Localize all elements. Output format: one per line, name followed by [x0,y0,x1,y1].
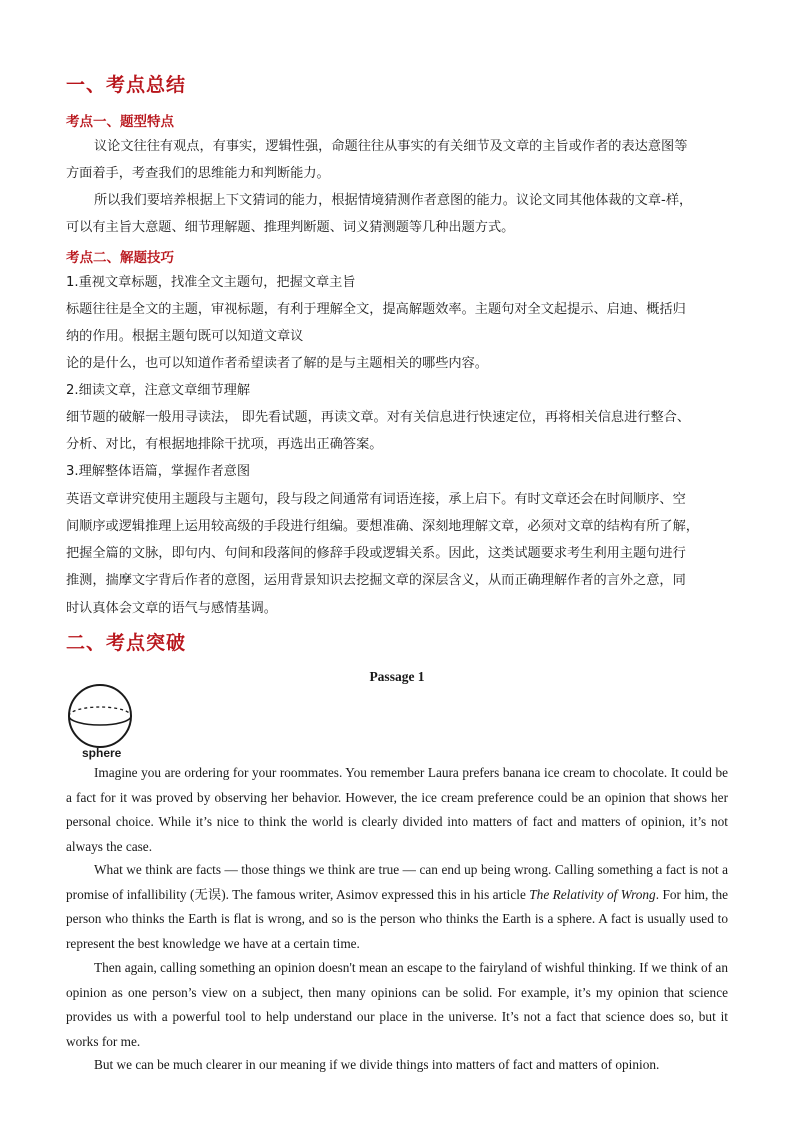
paragraph-2-text-a: What we think are facts — those things we think are true — can end up being wrong. Calling something a fact is not a promise of infallibility (无误). The famous writer, Asimov expressed this in his article [66,862,728,902]
sphere-label: sphere [82,746,122,760]
passage-title: Passage 1 [369,669,425,684]
point-2-line-5: 2.细读文章，注意文章细节理解 [66,383,251,398]
point-2-line-12: 推测，揣摩文字背后作者的意图，运用背景知识去挖掘文章的深层含义，从而正确理解作者的言外之意，同 [66,573,686,588]
point-2-line-3: 纳的作用。根据主题句既可以知道文章议 [66,329,304,344]
point-1-line-4: 可以有主旨大意题、细节理解题、推理判断题、词义猜测题等几种出题方式。 [66,220,515,235]
point-2-line-4: 论的是什么，也可以知道作者希望读者了解的是与主题相关的哪些内容。 [66,356,488,371]
point-2-line-7: 分析、对比，有根据地排除干扰项，再选出正确答案。 [66,437,383,452]
point-2-line-13: 时认真体会文章的语气与感情基调。 [66,601,277,616]
passage-paragraph-1: Imagine you are ordering for your roommates. You remember Laura prefers banana ice cream to chocolate. It could be a fact for it was proved by observing her behavior. However, the ice cream preference could be an opinion that shows her personal choice. While it’s nice to think the world is clearly divided into matters of fact and matters of opinion, it’s not always the case. [66,765,728,854]
sphere-icon [62,684,142,750]
point-2-line-10: 间顺序或逻辑推理上运用较高级的手段进行组编。要想准确、深刻地理解文章，必须对文章的结构有所了解， [66,519,699,534]
passage-paragraph-3: Then again, calling something an opinion doesn't mean an escape to the fairyland of wishful thinking. If we think of an opinion as one person’s view on a subject, then many opinions can be solid. For example, it’s my opinion that science provides us with a powerful tool to help understand our place in the universe. It’s not a fact that science does so, but it works for me. [66,960,728,1049]
point-1-line-2: 方面着手，考查我们的思维能力和判断能力。 [66,166,330,181]
sphere-figure [62,684,142,766]
article-title: The Relativity of Wrong [529,886,656,902]
point-2-line-6: 细节题的破解一般用寻读法， 即先看试题，再读文章。对有关信息进行快速定位，再将相关信息进行整合、 [66,410,691,425]
section-2-title: 二、考点突破 [66,632,187,654]
point-2-heading: 考点二、解题技巧 [66,250,174,266]
point-1-line-3: 所以我们要培养根据上下文猜词的能力，根据情境猜测作者意图的能力。议论文同其他体裁的文章-样， [94,193,693,208]
point-1-line-1: 议论文往往有观点，有事实，逻辑性强，命题往往从事实的有关细节及文章的主旨或作者的表达意图等 [94,139,688,154]
section-1-title: 一、考点总结 [66,74,187,96]
point-2-line-8: 3.理解整体语篇，掌握作者意图 [66,464,251,479]
point-1-heading: 考点一、题型特点 [66,114,174,130]
point-2-line-2: 标题往往是全文的主题，审视标题，有利于理解全文，提高解题效率。主题句对全文起提示、启迪、概括归 [66,302,686,317]
paragraph-2-text-b: . For him, the person who thinks the Earth is flat is wrong, and so is the person who thinks the Earth is a sphere. A fact is usually used to represent the best knowledge we have at a certain time. [66,886,728,951]
point-2-line-1: 1.重视文章标题，找准全文主题句，把握文章主旨 [66,275,356,290]
passage-paragraph-2 [66,858,728,956]
passage-paragraph-4: But we can be much clearer in our meaning if we divide things into matters of fact and matters of opinion. [94,1057,660,1072]
point-2-line-11: 把握全篇的文脉，即句内、句间和段落间的修辞手段或逻辑关系。因此，这类试题要求考生利用主题句进行 [66,546,686,561]
point-2-line-9: 英语文章讲究使用主题段与主题句，段与段之间通常有词语连接，承上启下。有时文章还会在时间顺序、空 [66,492,686,507]
